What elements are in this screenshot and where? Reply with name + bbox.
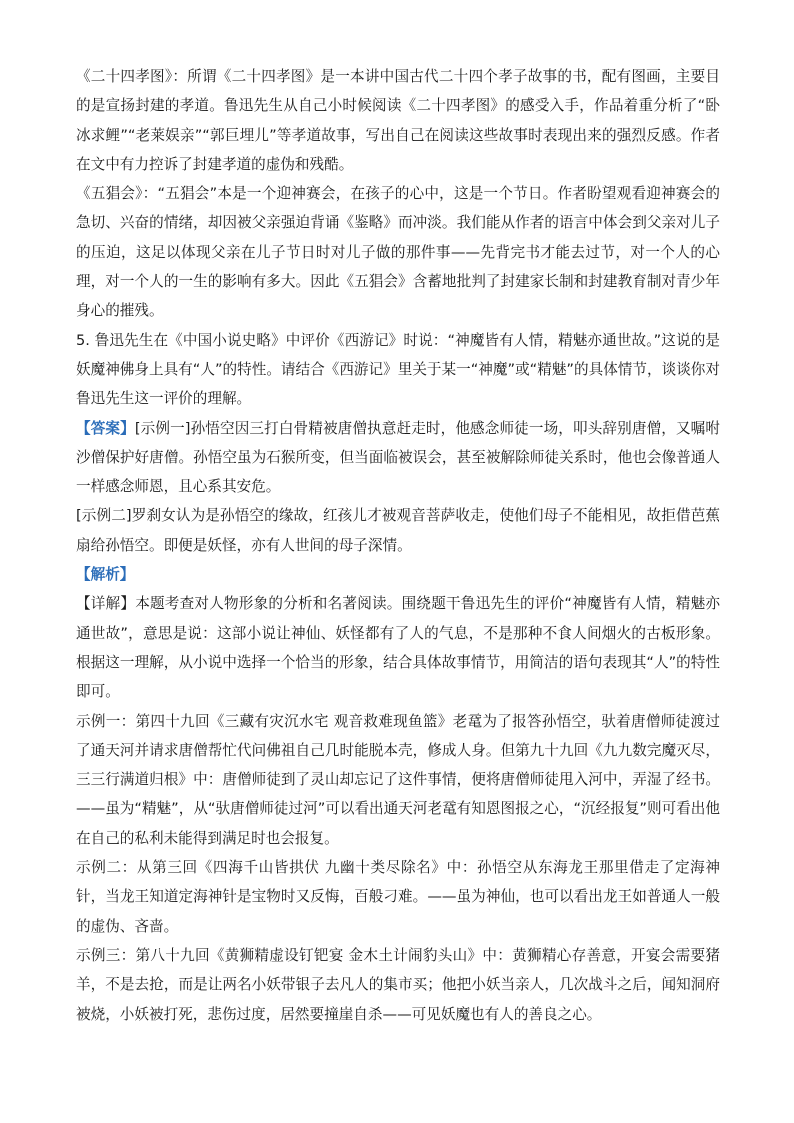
detail-text: 本题考查对人物形象的分析和名著阅读。围绕题干鲁迅先生的评价“神魔皆有人情，精魅亦通世故”，意思是说：这部小说让神仙、妖怪都有了人的气息，不是那种不食人间烟火的古板形象。 根据这一理解，从小说中选择一个恰当的形象，结合具体故事情节，用简洁的语句表现其“人”的特性即可。 (76, 595, 720, 701)
analysis-heading (76, 560, 720, 589)
detail-paragraph (76, 589, 720, 706)
answer-paragraph (76, 414, 720, 502)
question-5: 5. 鲁迅先生在《中国小说史略》中评价《西游记》时说：“神魔皆有人情，精魅亦通世故。”这说的是妖魔神佛身上具有“人”的特性。请结合《西游记》里关于某一“神魔”或“精魅”的具体情节，谈谈你对鲁迅先生这一评价的理解。 (76, 331, 720, 408)
answer-tag: 【答案】 (76, 419, 135, 437)
detail-example-3: 示例三：第八十九回《黄狮精虚设钉钯宴 金木土计闹豹头山》中：黄狮精心存善意，开宴会需要猪羊，不是去抢，而是让两名小妖带银子去凡人的集市买；他把小妖当亲人，几次战斗之后，闻知洞府被烧，小妖被打死，悲伤过度，居然要撞崖自杀——可见妖魔也有人的善良之心。 (76, 946, 720, 1023)
document-page (76, 62, 720, 1029)
detail-example-1: 示例一：第四十九回《三藏有灾沉水宅 观音救难现鱼篮》老鼋为了报答孙悟空，驮着唐僧师徒渡过了通天河并请求唐僧帮忙代问佛祖自己几时能脱本壳，修成人身。但第九十九回《九九数完魔灭尽，三三行满道归根》中：唐僧师徒到了灵山却忘记了这件事情，便将唐僧师徒甩入河中，弄湿了经书。——虽为“精魅”，从“驮唐僧师徒过河”可以看出通天河老鼋有知恩图报之心，“沉经报复”则可看出他在自己的私利未能得到满足时也会报复。 (76, 712, 720, 847)
detail-example-2: 示例二：从第三回《四海千山皆拱伏 九幽十类尽除名》中：孙悟空从东海龙王那里借走了定海神针，当龙王知道定海神针是宝物时又反悔，百般刁难。——虽为神仙，也可以看出龙王如普通人一般的虚伪、吝啬。 (76, 859, 720, 935)
answer-example-2: [示例二]罗刹女认为是孙悟空的缘故，红孩儿才被观音菩萨收走，使他们母子不能相见，故拒借芭蕉扇给孙悟空。即便是妖怪，亦有人世间的母子深情。 (76, 507, 720, 554)
paragraph-five-fierce-gods-fair: 《五猖会》：“五猖会”本是一个迎神赛会，在孩子的心中，这是一个节日。作者盼望观看迎神赛会的急切、兴奋的情绪，却因被父亲强迫背诵《鉴略》而冲淡。我们能从作者的语言中体会到父亲对儿子的压迫，这足以体现父亲在儿子节日时对儿子做的那件事——先背完书才能去过节，对一个人的心理，对一个人的一生的影响有多大。因此《五猖会》含蓄地批判了封建家长制和封建教育制对青少年身心的摧残。 (76, 185, 720, 320)
detail-tag: 【详解】 (76, 595, 136, 613)
paragraph-twenty-four-filial-piety: 《二十四孝图》：所谓《二十四孝图》是一本讲中国古代二十四个孝子故事的书，配有图画，主要目的是宣扬封建的孝道。鲁迅先生从自己小时候阅读《二十四孝图》的感受入手，作品着重分析了“卧冰求鲤”“老莱娱亲”“郭巨埋儿”等孝道故事，写出自己在阅读这些故事时表现出来的强烈反感。作者在文中有力控诉了封建孝道的虚伪和残酷。 (76, 68, 720, 173)
analysis-tag: 【解析】 (76, 566, 135, 584)
answer-example-1: [示例一]孙悟空因三打白骨精被唐僧执意赶走时，他感念师徒一场，叩头辞别唐僧，又嘱咐沙僧保护好唐僧。孙悟空虽为石猴所变，但当面临被误会，甚至被解除师徒关系时，他也会像普通人一样感念师恩，且心系其安危。 (76, 419, 720, 496)
